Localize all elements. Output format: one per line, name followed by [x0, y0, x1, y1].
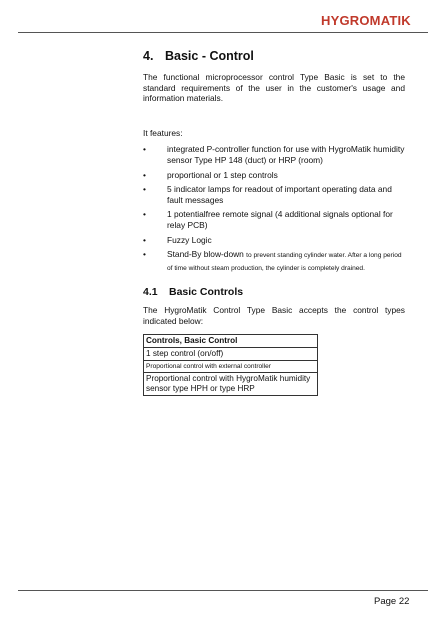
table-row: [144, 360, 318, 372]
controls-table: [143, 334, 318, 397]
hygromatik-logo: HYGROMATIK: [321, 13, 411, 28]
table-row: [144, 372, 318, 395]
feature-item: • 5 indicator lamps for readout of important operating data and fault messages: [143, 184, 392, 205]
bullet-icon: •: [143, 209, 146, 220]
table-cell: 1 step control (on/off): [144, 347, 318, 360]
feature-item: • proportional or 1 step controls: [143, 169, 278, 180]
page-number: Page 22: [374, 596, 410, 607]
section-number: 4.: [143, 49, 154, 63]
page-content: [143, 49, 405, 396]
features-label: It features:: [143, 127, 183, 138]
subsection-heading: [143, 286, 405, 298]
section-heading: [143, 49, 405, 63]
table-cell: Proportional control with external controller: [144, 360, 318, 372]
bullet-icon: •: [143, 144, 146, 155]
feature-item: • 1 potentialfree remote signal (4 additional signals optional for relay PCB): [143, 209, 393, 230]
table-row: [144, 347, 318, 360]
features-list: [143, 144, 405, 274]
bullet-icon: •: [143, 184, 146, 195]
bullet-icon: •: [143, 249, 146, 260]
bullet-icon: •: [143, 169, 146, 180]
table-header-cell: Controls, Basic Control: [144, 334, 318, 347]
subsection-intro: The HygroMatik Control Type Basic accepts the control types indicated below:: [143, 305, 405, 326]
bullet-icon: •: [143, 234, 146, 245]
subsection-number: 4.1: [143, 286, 158, 299]
header-divider: [18, 32, 428, 33]
table-cell: Proportional control with HygroMatik humidity sensor type HPH or type HRP: [144, 372, 318, 395]
subsection-title: Basic Controls: [169, 286, 244, 299]
table-header-row: [144, 334, 318, 347]
feature-item: • Stand-By blow-down to prevent standing cylinder water. After a long period of time without steam production, the cylinder is completely drained.: [143, 249, 402, 272]
footer-divider: [18, 590, 428, 591]
feature-item: • integrated P-controller function for use with HygroMatik humidity sensor Type HP 148 (duct) or HRP (room): [143, 144, 405, 165]
section-title: Basic - Control: [165, 49, 254, 63]
section-intro: The functional microprocessor control Type Basic is set to the standard requirements of the user in the customer's usage and information materials.: [143, 72, 405, 104]
feature-item: • Fuzzy Logic: [143, 234, 212, 245]
